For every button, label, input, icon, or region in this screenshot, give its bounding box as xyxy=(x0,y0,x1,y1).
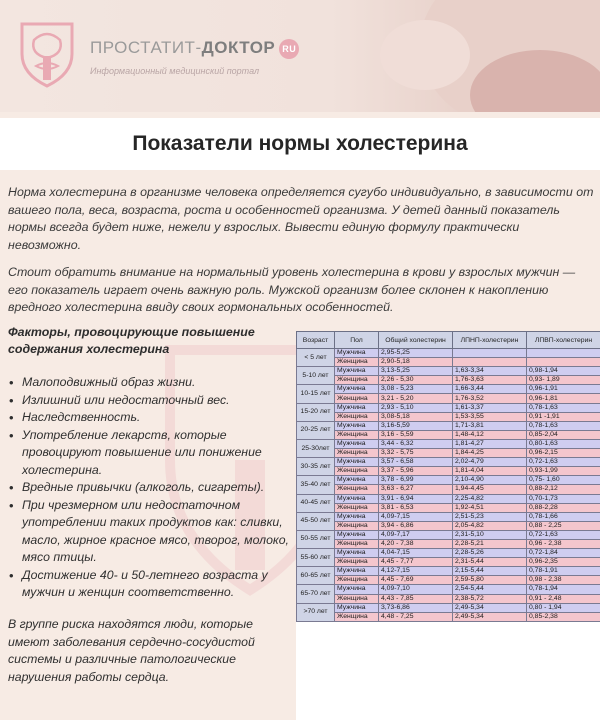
site-tagline: Информационный медицинский портал xyxy=(90,66,260,76)
header-photo-shape xyxy=(380,20,470,90)
men-norm-paragraph: Стоит обратить внимание на нормальный уровень холестерина в крови у взрослых мужчин — его показатель играет очень важную роль. Мужской организм более склонен к накоплению вредного холестерина ввиду своих гормональных особенностей. xyxy=(8,265,576,315)
factor-item: • Употребление лекарств, которые провоцируют повышение или понижение холестерина. xyxy=(8,427,290,480)
total-cholesterol-cell: 3,81 - 6,53 xyxy=(379,503,453,512)
table-row xyxy=(297,439,600,448)
sex-cell: Мужчина xyxy=(335,458,379,467)
table-row xyxy=(297,585,600,594)
table-row xyxy=(297,458,600,467)
sex-cell: Мужчина xyxy=(335,421,379,430)
total-cholesterol-cell: 4,45 - 7,69 xyxy=(379,576,453,585)
table-row xyxy=(297,558,600,567)
hdl-cell: 0,91 - 2,48 xyxy=(527,594,600,603)
table-row xyxy=(297,530,600,539)
total-cholesterol-cell: 3,44 - 6,32 xyxy=(379,439,453,448)
table-row xyxy=(297,567,600,576)
hdl-cell: 0,72-1,84 xyxy=(527,549,600,558)
total-cholesterol-cell: 4,45 - 7,77 xyxy=(379,558,453,567)
page-title: Показатели нормы холестерина xyxy=(132,132,468,155)
sex-cell: Женщина xyxy=(335,594,379,603)
hdl-cell: 0,98-1,94 xyxy=(527,367,600,376)
hdl-cell: 0,72-1,63 xyxy=(527,458,600,467)
total-cholesterol-cell: 3,57 - 6,58 xyxy=(379,458,453,467)
factors-heading: Факторы, провоцирующие повышение содержания холестерина xyxy=(8,325,255,356)
cholesterol-norms-table xyxy=(296,331,600,622)
table-row xyxy=(297,576,600,585)
hdl-cell: 0,93-1,99 xyxy=(527,467,600,476)
total-cholesterol-cell: 2,95-5,25 xyxy=(379,349,453,358)
sex-cell: Женщина xyxy=(335,503,379,512)
table-row xyxy=(297,412,600,421)
table-row xyxy=(297,358,600,367)
hdl-cell: 0,96-2,35 xyxy=(527,558,600,567)
hdl-cell: 0,98 - 2,38 xyxy=(527,576,600,585)
ldl-cell: 2,54-5,44 xyxy=(453,585,527,594)
age-cell: 10-15 лет xyxy=(297,385,335,403)
ldl-cell: 2,15-5,44 xyxy=(453,567,527,576)
total-cholesterol-cell: 4,09-7,10 xyxy=(379,585,453,594)
table-row xyxy=(297,394,600,403)
table-body xyxy=(297,349,600,622)
hdl-cell: 0,85-2,04 xyxy=(527,430,600,439)
factors-list xyxy=(8,374,290,602)
age-cell: 30-35 лет xyxy=(297,458,335,476)
total-cholesterol-cell: 2,90-5,18 xyxy=(379,358,453,367)
ldl-cell: 1,63-3,34 xyxy=(453,367,527,376)
ldl-cell: 1,71-3,81 xyxy=(453,421,527,430)
hdl-cell xyxy=(527,349,600,358)
table-row xyxy=(297,467,600,476)
table-header-row xyxy=(297,332,600,349)
table-row xyxy=(297,476,600,485)
age-cell: 40-45 лет xyxy=(297,494,335,512)
total-cholesterol-cell: 3,91 - 6,94 xyxy=(379,494,453,503)
total-cholesterol-cell: 3,08-5,18 xyxy=(379,412,453,421)
table-row xyxy=(297,403,600,412)
total-cholesterol-cell: 2,26 - 5,30 xyxy=(379,376,453,385)
cholesterol-norms-table-wrapper xyxy=(296,331,600,720)
sex-cell: Мужчина xyxy=(335,476,379,485)
site-brand[interactable] xyxy=(90,38,299,59)
hdl-cell: 0,96-1,81 xyxy=(527,394,600,403)
sex-cell: Мужчина xyxy=(335,403,379,412)
ldl-cell: 1,92-4,51 xyxy=(453,503,527,512)
total-cholesterol-cell: 4,20 - 7,38 xyxy=(379,539,453,548)
total-cholesterol-cell: 3,94 - 6,86 xyxy=(379,521,453,530)
age-cell: 50-55 лет xyxy=(297,530,335,548)
factor-item: • Достижение 40- и 50-летнего возраста у мужчин и женщин соответственно. xyxy=(8,567,290,602)
total-cholesterol-cell: 3,08 - 5,23 xyxy=(379,385,453,394)
table-row xyxy=(297,430,600,439)
column-header-sex: Пол xyxy=(335,332,379,349)
total-cholesterol-cell: 2,93 - 5,10 xyxy=(379,403,453,412)
ldl-cell xyxy=(453,358,527,367)
sex-cell: Женщина xyxy=(335,521,379,530)
hdl-cell: 0,80-1,63 xyxy=(527,439,600,448)
sex-cell: Женщина xyxy=(335,358,379,367)
table-row xyxy=(297,367,600,376)
factor-item: • Малоподвижный образ жизни. xyxy=(8,374,290,392)
factor-item: • Излишний или недостаточный вес. xyxy=(8,392,290,410)
sex-cell: Женщина xyxy=(335,449,379,458)
factor-item: • Наследственность. xyxy=(8,409,290,427)
ldl-cell: 2,05-4,82 xyxy=(453,521,527,530)
total-cholesterol-cell: 3,21 - 5,20 xyxy=(379,394,453,403)
table-row xyxy=(297,521,600,530)
risk-group-paragraph: В группе риска находятся люди, которые имеют заболевания сердечно-сосудистой системы и различные патологические нарушения работы сердца. xyxy=(8,617,255,684)
sex-cell: Мужчина xyxy=(335,567,379,576)
table-row xyxy=(297,494,600,503)
age-cell: 45-50 лет xyxy=(297,512,335,530)
hdl-cell: 0,70-1,73 xyxy=(527,494,600,503)
table-row xyxy=(297,612,600,621)
column-header-hdl: ЛПВП-холестерин xyxy=(527,332,600,349)
total-cholesterol-cell: 3,16-5,59 xyxy=(379,421,453,430)
ldl-cell: 1,81-4,27 xyxy=(453,439,527,448)
table-row xyxy=(297,421,600,430)
hdl-cell: 0,93- 1,89 xyxy=(527,376,600,385)
column-header-total: Общий холестерин xyxy=(379,332,453,349)
hdl-cell: 0,91 -1,91 xyxy=(527,412,600,421)
ldl-cell: 2,59-5,80 xyxy=(453,576,527,585)
total-cholesterol-cell: 4,04-7,15 xyxy=(379,549,453,558)
ldl-cell: 1,48-4,12 xyxy=(453,430,527,439)
hdl-cell: 0,96-2,15 xyxy=(527,449,600,458)
total-cholesterol-cell: 3,73-6,86 xyxy=(379,603,453,612)
sex-cell: Мужчина xyxy=(335,512,379,521)
age-cell: 5-10 лет xyxy=(297,367,335,385)
age-cell: 60-65 лет xyxy=(297,567,335,585)
brand-prefix: ПРОСТАТИТ- xyxy=(90,38,202,57)
age-cell: 20-25 лет xyxy=(297,421,335,439)
total-cholesterol-cell: 3,63 - 6,27 xyxy=(379,485,453,494)
age-cell: < 5 лет xyxy=(297,349,335,367)
table-row xyxy=(297,539,600,548)
ldl-cell: 2,02-4,79 xyxy=(453,458,527,467)
total-cholesterol-cell: 3,13-5,25 xyxy=(379,367,453,376)
ldl-cell: 1,66-3,44 xyxy=(453,385,527,394)
table-row xyxy=(297,603,600,612)
total-cholesterol-cell: 4,12-7,15 xyxy=(379,567,453,576)
factor-item: • Вредные привычки (алкоголь, сигареты). xyxy=(8,479,290,497)
intro-paragraph: Норма холестерина в организме человека определяется сугубо индивидуально, в зависимости от вашего пола, веса, возраста, роста и особенностей организма. У детей данный показатель нормы всегда будет ниже, нежели у взрослых. Вывести единую формулу практически невозможно. xyxy=(8,185,594,252)
ldl-cell: 1,81-4,04 xyxy=(453,467,527,476)
sex-cell: Мужчина xyxy=(335,367,379,376)
brand-ru-badge: RU xyxy=(279,39,299,59)
hdl-cell: 0,96-1,91 xyxy=(527,385,600,394)
hdl-cell: 0,78-1,94 xyxy=(527,585,600,594)
sex-cell: Женщина xyxy=(335,376,379,385)
total-cholesterol-cell: 3,16 - 5,59 xyxy=(379,430,453,439)
age-cell: 35-40 лет xyxy=(297,476,335,494)
column-header-age: Возраст xyxy=(297,332,335,349)
hdl-cell: 0,78-1,63 xyxy=(527,421,600,430)
sex-cell: Женщина xyxy=(335,430,379,439)
ldl-cell: 2,28-5,26 xyxy=(453,549,527,558)
prostatit-doctor-logo-icon[interactable] xyxy=(14,20,80,92)
table-row xyxy=(297,449,600,458)
ldl-cell: 2,38-5,72 xyxy=(453,594,527,603)
age-cell: 25-30лет xyxy=(297,439,335,457)
total-cholesterol-cell: 4,48 - 7,25 xyxy=(379,612,453,621)
hdl-cell: 0,78-1,91 xyxy=(527,567,600,576)
total-cholesterol-cell: 3,78 - 6,99 xyxy=(379,476,453,485)
age-cell: 15-20 лет xyxy=(297,403,335,421)
ldl-cell: 1,76-3,63 xyxy=(453,376,527,385)
total-cholesterol-cell: 4,09-7,15 xyxy=(379,512,453,521)
sex-cell: Женщина xyxy=(335,539,379,548)
total-cholesterol-cell: 4,09-7,17 xyxy=(379,530,453,539)
ldl-cell: 2,28-5,21 xyxy=(453,539,527,548)
sex-cell: Мужчина xyxy=(335,439,379,448)
table-row xyxy=(297,376,600,385)
sex-cell: Женщина xyxy=(335,467,379,476)
table-row xyxy=(297,549,600,558)
ldl-cell: 2,51-5,23 xyxy=(453,512,527,521)
sex-cell: Женщина xyxy=(335,612,379,621)
ldl-cell: 1,61-3,37 xyxy=(453,403,527,412)
ldl-cell: 1,53-3,55 xyxy=(453,412,527,421)
ldl-cell xyxy=(453,349,527,358)
table-row xyxy=(297,503,600,512)
sex-cell: Женщина xyxy=(335,576,379,585)
ldl-cell: 2,31-5,44 xyxy=(453,558,527,567)
factor-item: • При чрезмерном или недостаточном употреблении таких продуктов как: сливки, масло, жирное красное мясо, творог, молоко, мясо птицы. xyxy=(8,497,290,567)
total-cholesterol-cell: 3,32 - 5,75 xyxy=(379,449,453,458)
sex-cell: Мужчина xyxy=(335,585,379,594)
ldl-cell: 1,94-4,45 xyxy=(453,485,527,494)
hdl-cell: 0,78-1,66 xyxy=(527,512,600,521)
total-cholesterol-cell: 3,37 - 5,96 xyxy=(379,467,453,476)
sex-cell: Женщина xyxy=(335,558,379,567)
ldl-cell: 1,76-3,52 xyxy=(453,394,527,403)
title-bar xyxy=(0,118,600,170)
hdl-cell: 0,88-2,28 xyxy=(527,503,600,512)
hdl-cell: 0,72-1,63 xyxy=(527,530,600,539)
ldl-cell: 2,31-5,10 xyxy=(453,530,527,539)
hdl-cell: 0,80 - 1,94 xyxy=(527,603,600,612)
column-header-ldl: ЛПНП-холестерин xyxy=(453,332,527,349)
sex-cell: Женщина xyxy=(335,394,379,403)
sex-cell: Мужчина xyxy=(335,349,379,358)
table-row xyxy=(297,385,600,394)
age-cell: 55-60 лет xyxy=(297,549,335,567)
hdl-cell: 0,96 - 2,38 xyxy=(527,539,600,548)
sex-cell: Мужчина xyxy=(335,494,379,503)
ldl-cell: 1,84-4,25 xyxy=(453,449,527,458)
sex-cell: Женщина xyxy=(335,412,379,421)
hdl-cell xyxy=(527,358,600,367)
age-cell: 65-70 лет xyxy=(297,585,335,603)
total-cholesterol-cell: 4,43 - 7,85 xyxy=(379,594,453,603)
hdl-cell: 0,88-2,12 xyxy=(527,485,600,494)
ldl-cell: 2,25-4,82 xyxy=(453,494,527,503)
sex-cell: Мужчина xyxy=(335,549,379,558)
table-row xyxy=(297,512,600,521)
hdl-cell: 0,78-1,63 xyxy=(527,403,600,412)
hdl-cell: 0,75- 1,60 xyxy=(527,476,600,485)
site-header xyxy=(0,0,600,112)
sex-cell: Мужчина xyxy=(335,385,379,394)
ldl-cell: 2,49-5,34 xyxy=(453,612,527,621)
sex-cell: Мужчина xyxy=(335,530,379,539)
hdl-cell: 0,85-2,38 xyxy=(527,612,600,621)
table-row xyxy=(297,349,600,358)
sex-cell: Мужчина xyxy=(335,603,379,612)
table-row xyxy=(297,485,600,494)
ldl-cell: 2,49-5,34 xyxy=(453,603,527,612)
age-cell: >70 лет xyxy=(297,603,335,621)
brand-main: ДОКТОР xyxy=(201,38,276,57)
ldl-cell: 2,10-4,90 xyxy=(453,476,527,485)
hdl-cell: 0,88 - 2,25 xyxy=(527,521,600,530)
sex-cell: Женщина xyxy=(335,485,379,494)
table-row xyxy=(297,594,600,603)
